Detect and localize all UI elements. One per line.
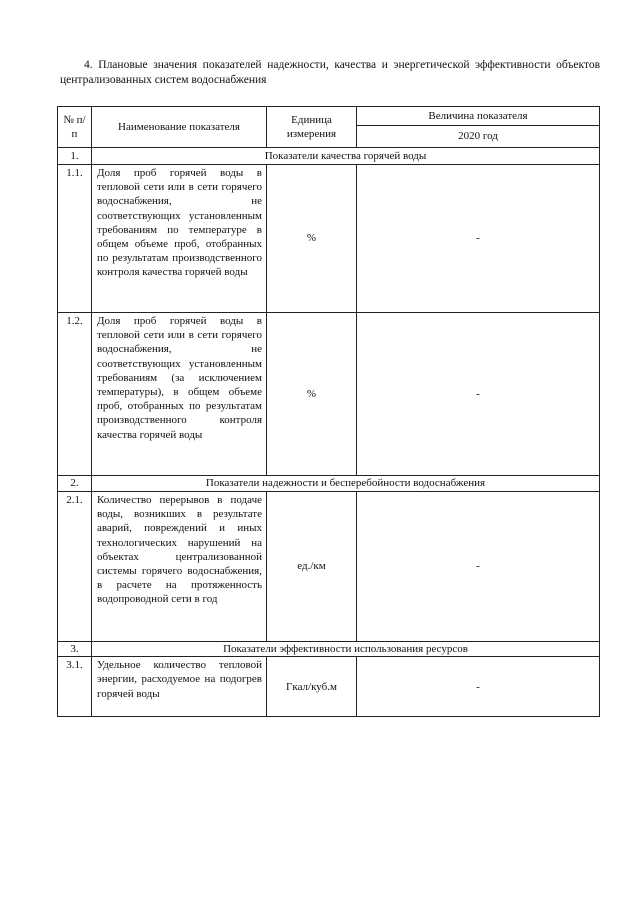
section-number: 1. [58, 148, 92, 165]
table-row [58, 165, 600, 313]
section-row [58, 642, 600, 657]
row-name: Удельное количество тепловой энергии, расходуемое на подогрев горячей воды [92, 657, 267, 717]
row-value: - [357, 313, 600, 476]
row-value: - [357, 492, 600, 642]
section-number: 3. [58, 642, 92, 657]
row-unit: % [267, 313, 357, 476]
row-unit: % [267, 165, 357, 313]
section-row [58, 148, 600, 165]
row-unit: Гкал/куб.м [267, 657, 357, 717]
header-value: Величина показателя [357, 107, 600, 126]
header-name: Наименование показателя [92, 107, 267, 148]
section-title: Показатели качества горячей воды [92, 148, 600, 165]
row-unit: ед./км [267, 492, 357, 642]
table-row [58, 313, 600, 476]
row-value: - [357, 657, 600, 717]
row-number: 1.1. [58, 165, 92, 313]
section-row [58, 476, 600, 492]
row-name: Доля проб горячей воды в тепловой сети или в сети горячего водоснабжения, не соответствующих установленным требованиям по температуре в общем объеме проб, отобранных по результатам производственного контроля качества горячей воды [92, 165, 267, 313]
section-title: Показатели надежности и бесперебойности водоснабжения [92, 476, 600, 492]
row-number: 2.1. [58, 492, 92, 642]
row-name: Количество перерывов в подаче воды, возникших в результате аварий, повреждений и иных технологических нарушений на объектах централизованной системы горячего водоснабжения, в расчете на протяженность водопроводной сети в год [92, 492, 267, 642]
section-number: 2. [58, 476, 92, 492]
row-name: Доля проб горячей воды в тепловой сети или в сети горячего водоснабжения, не соответствующих установленным требованиям (за исключением температуры), в общем объеме проб, отобранных по результатам производственного контроля качества горячей воды [92, 313, 267, 476]
header-number: № п/п [58, 107, 92, 148]
table-heading: 4. Плановые значения показателей надежности, качества и энергетической эффективности объектов централизованных систем водоснабжения [60, 59, 600, 86]
table-row [58, 657, 600, 717]
row-number: 3.1. [58, 657, 92, 717]
row-value: - [357, 165, 600, 313]
section-title: Показатели эффективности использования ресурсов [92, 642, 600, 657]
row-number: 1.2. [58, 313, 92, 476]
header-year: 2020 год [357, 126, 600, 148]
table-row [58, 492, 600, 642]
header-unit: Единица измерения [267, 107, 357, 148]
indicators-table [57, 106, 600, 717]
